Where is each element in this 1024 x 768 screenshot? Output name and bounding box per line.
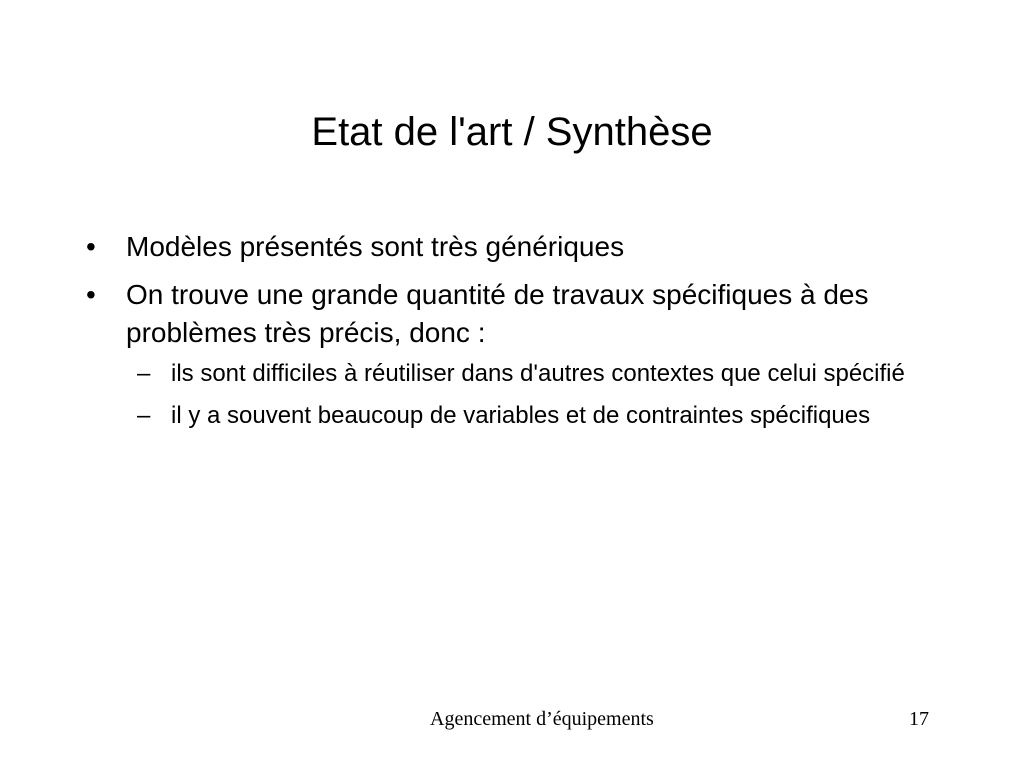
bullet-marker: • xyxy=(86,231,96,262)
dash-marker: – xyxy=(137,402,151,429)
bullet-text: Modèles présentés sont très génériques xyxy=(126,231,625,262)
sub-bullet-list xyxy=(126,358,966,432)
bullet-item xyxy=(86,276,966,432)
slide-title: Etat de l'art / Synthèse xyxy=(311,110,713,154)
sub-bullet-item xyxy=(126,400,966,432)
dash-marker: – xyxy=(137,360,151,387)
bullet-list xyxy=(86,228,966,442)
footer-text: Agencement d’équipements xyxy=(430,708,654,730)
sub-bullet-item xyxy=(126,358,966,390)
bullet-item xyxy=(86,228,966,266)
bullet-text: On trouve une grande quantité de travaux spécifiques à des problèmes très précis, donc : xyxy=(126,279,869,348)
sub-bullet-text: ils sont difficiles à réutiliser dans d'autres contextes que celui spécifié xyxy=(171,360,905,387)
sub-bullet-text: il y a souvent beaucoup de variables et de contraintes spécifiques xyxy=(171,402,871,429)
bullet-marker: • xyxy=(86,279,96,310)
page-number: 17 xyxy=(909,708,929,730)
